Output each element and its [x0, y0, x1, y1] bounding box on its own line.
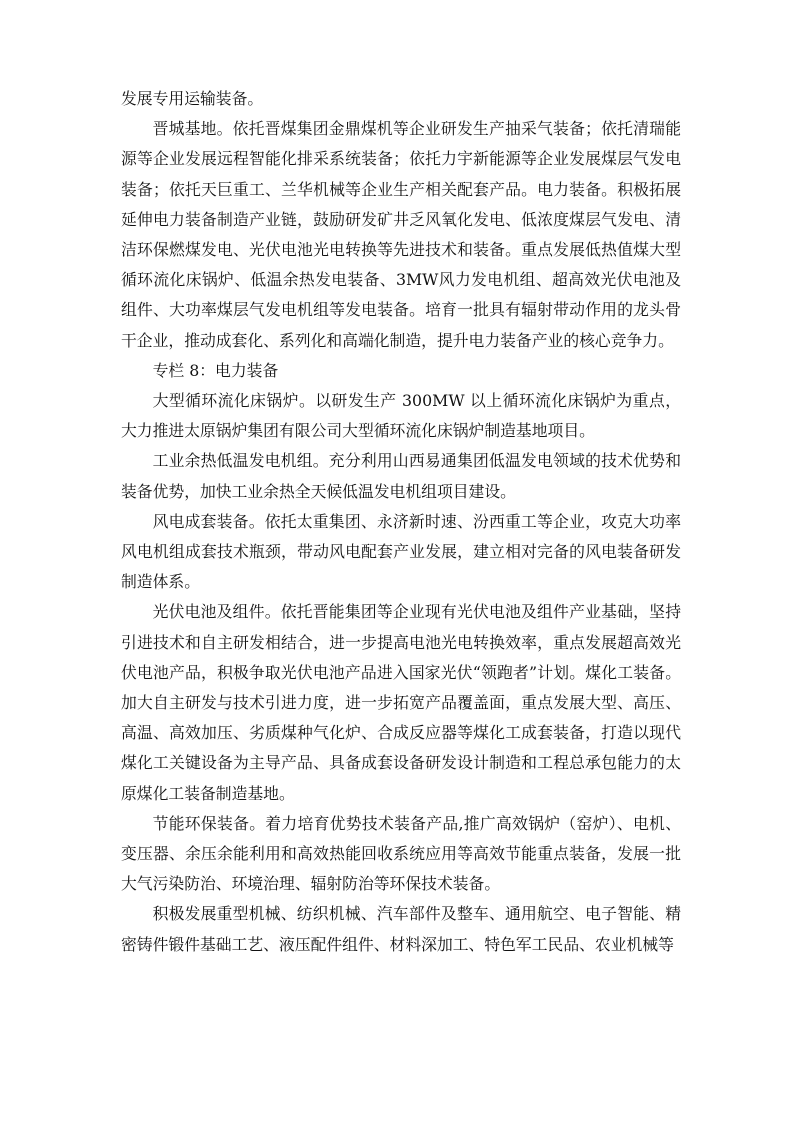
- paragraph-photovoltaic: 光伏电池及组件。依托晋能集团等企业现有光伏电池及组件产业基础，坚持引进技术和自主研发相结合，进一步提高电池光电转换效率，重点发展超高效光伏电池产品，积极争取光伏电池产品进入国家光伏“领跑者”计划。煤化工装备。加大自主研发与技术引进力度，进一步拓宽产品覆盖面，重点发展大型、高压、高温、高效加压、劣质煤种气化炉、合成反应器等煤化工成套装备，打造以现代煤化工关键设备为主导产品、具备成套设备研发设计制造和工程总承包能力的太原煤化工装备制造基地。: [121, 602, 681, 803]
- paragraph-waste-heat: 工业余热低温发电机组。充分利用山西易通集团低温发电领域的技术优势和装备优势，加快工业余热全天候低温发电机组项目建设。: [121, 451, 681, 501]
- paragraph-wind-power: 风电成套装备。依托太重集团、永济新时速、汾西重工等企业，攻克大功率风电机组成套技术瓶颈，带动风电配套产业发展，建立相对完备的风电装备研发制造体系。: [121, 511, 681, 592]
- body-text: [121, 84, 681, 960]
- paragraph-cfb-boiler: 大型循环流化床锅炉。以研发生产 300MW 以上循环流化床锅炉为重点，大力推进太原锅炉集团有限公司大型循环流化床锅炉制造基地项目。: [121, 391, 681, 441]
- paragraph-energy-saving: 节能环保装备。着力培育优势技术装备产品,推广高效锅炉（窑炉）、电机、变压器、余压余能利用和高效热能回收系统应用等高效节能重点装备，发展一批大气污染防治、环境治理、辐射防治等环保技术装备。: [121, 813, 681, 894]
- column-heading: 专栏 8：电力装备: [152, 360, 279, 380]
- paragraph-continuation: 发展专用运输装备。: [121, 89, 264, 108]
- paragraph-jincheng-base: 晋城基地。依托晋煤集团金鼎煤机等企业研发生产抽采气装备；依托清瑞能源等企业发展远程智能化排采系统装备；依托力宇新能源等企业发展煤层气发电装备；依托天巨重工、兰华机械等企业生产相关配套产品。电力装备。积极拓展延伸电力装备制造产业链，鼓励研发矿井乏风氧化发电、低浓度煤层气发电、清洁环保燃煤发电、光伏电池光电转换等先进技术和装备。重点发展低热值煤大型循环流化床锅炉、低温余热发电装备、3MW风力发电机组、超高效光伏电池及组件、大功率煤层气发电机组等发电装备。培育一批具有辐射带动作用的龙头骨干企业，推动成套化、系列化和高端化制造，提升电力装备产业的核心竞争力。: [121, 119, 681, 350]
- paragraph-machinery: 积极发展重型机械、纺织机械、汽车部件及整车、通用航空、电子智能、精密铸件锻件基础工艺、液压配件组件、材料深加工、特色军工民品、农业机械等: [121, 904, 681, 954]
